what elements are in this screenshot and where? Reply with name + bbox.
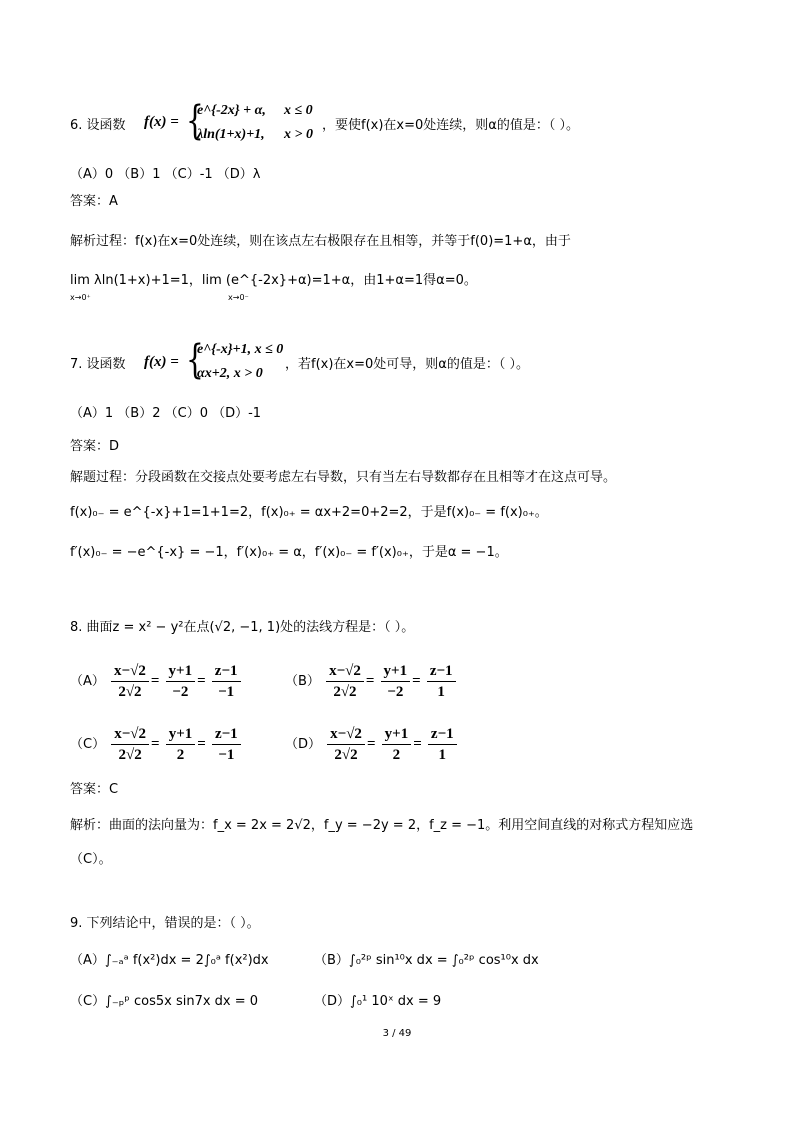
option-label: （A） (70, 674, 105, 689)
frac-den: 2 (176, 747, 185, 763)
option-label: （B） (285, 674, 320, 689)
q7-case2: αx+2, x > 0 (197, 366, 263, 381)
q8-analysis-2: （C）。 (70, 852, 112, 867)
frac-num: y+1 (381, 662, 411, 682)
q6-case2: λln(1+x)+1, (197, 127, 265, 142)
frac-num: x−√2 (111, 725, 149, 745)
frac-den: −2 (172, 684, 189, 700)
frac-den: −1 (218, 747, 235, 763)
q7-analysis-2: f(x)₀₋ = e^{-x}+1=1+1=2，f(x)₀₊ = αx+2=0+2=2，于是f(x)₀₋ = f(x)₀₊。 (70, 505, 548, 520)
q7-stem-suffix: ，若f(x)在x=0处可导，则α的值是：（ ）。 (285, 357, 529, 372)
frac-den: 1 (438, 747, 447, 763)
frac-den: 2√2 (118, 747, 142, 763)
q8-option-d: （D） $\frac{x-√2}{2√2}$ = $\frac{y+1}{2}$ = $\frac{z-1}{1}$ (285, 725, 459, 764)
option-label: （C） (70, 737, 106, 752)
q6-func: f(x) = (144, 114, 179, 130)
q8-option-a: （A） $\frac{x-√2}{2√2}$ = $\frac{y+1}{-2}$ = $\frac{z-1}{-1}$ (70, 662, 243, 701)
q6-answer: 答案：A (70, 194, 118, 209)
frac-den: 2√2 (334, 747, 358, 763)
q8-analysis-1: 解析：曲面的法向量为：f_x = 2x = 2√2，f_y = −2y = 2，f_z = −1。利用空间直线的对称式方程知应选 (70, 818, 694, 833)
q7-stem-prefix: 7. 设函数 (70, 357, 126, 372)
q6-analysis-1: 解析过程：f(x)在x=0处连续，则在该点左右极限存在且相等，并等于f(0)=1+α，由于 (70, 234, 571, 249)
q9-option-b: （B）∫₀²ᵖ sin¹⁰x dx = ∫₀²ᵖ cos¹⁰x dx (314, 953, 539, 968)
q7-func: f(x) = (144, 354, 179, 370)
q7-brace: { (186, 337, 204, 383)
frac-num: z−1 (212, 725, 241, 745)
q8-option-b: （B） $\frac{x-√2}{2√2}$ = $\frac{y+1}{-2}$ = $\frac{z-1}{1}$ (285, 662, 458, 701)
q6-stem-prefix: 6. 设函数 (70, 118, 126, 133)
q7-answer: 答案：D (70, 439, 120, 454)
frac-num: z−1 (212, 662, 241, 682)
frac-den: −2 (387, 684, 404, 700)
q9-option-a: （A）∫₋ₐᵃ f(x²)dx = 2∫₀ᵃ f(x²)dx (70, 953, 269, 968)
q7-options: （A）1 （B）2 （C）0 （D）-1 (70, 406, 262, 421)
frac-den: −1 (218, 684, 235, 700)
frac-num: x−√2 (111, 662, 149, 682)
q6-lim-sub-1: x→0⁺ (70, 293, 91, 302)
q6-stem-suffix: ，要使f(x)在x=0处连续，则α的值是：（ ）。 (322, 118, 579, 133)
q8-option-c: （C） $\frac{x-√2}{2√2}$ = $\frac{y+1}{2}$ = $\frac{z-1}{-1}$ (70, 725, 243, 764)
q7-analysis-1: 解题过程：分段函数在交接点处要考虑左右导数，只有当左右导数都存在且相等才在这点可导。 (70, 470, 617, 485)
frac-num: y+1 (166, 662, 196, 682)
page-number: 3 / 49 (382, 1028, 412, 1039)
frac-num: x−√2 (327, 725, 365, 745)
q6-options: （A）0 （B）1 （C）-1 （D）λ (70, 167, 261, 182)
option-label: （D） (285, 737, 322, 752)
q6-lim-sub-2: x→0⁻ (228, 293, 249, 302)
q7-case1: e^{-x}+1, x ≤ 0 (197, 342, 284, 357)
frac-num: x−√2 (326, 662, 364, 682)
q6-case1: e^{-2x} + α, (197, 103, 266, 118)
frac-num: z−1 (428, 725, 457, 745)
q6-analysis-2: lim λln(1+x)+1=1，lim (e^{-2x}+α)=1+α，由1+α=1得α=0。 (70, 273, 477, 288)
q6-case2-cond: x > 0 (284, 127, 313, 142)
frac-den: 2 (392, 747, 401, 763)
frac-num: z−1 (427, 662, 456, 682)
q9-option-d: （D）∫₀¹ 10ˣ dx = 9 (314, 994, 442, 1009)
q9-option-c: （C）∫₋ₚᵖ cos5x sin7x dx = 0 (70, 994, 259, 1009)
frac-den: 2√2 (333, 684, 357, 700)
frac-den: 2√2 (118, 684, 142, 700)
frac-den: 1 (437, 684, 445, 700)
frac-num: y+1 (382, 725, 412, 745)
q6-case1-cond: x ≤ 0 (284, 103, 313, 118)
q7-analysis-3: f′(x)₀₋ = −e^{-x} = −1，f′(x)₀₊ = α，f′(x)₀₋ = f′(x)₀₊，于是α = −1。 (70, 545, 508, 560)
q8-answer: 答案：C (70, 782, 119, 797)
q9-stem: 9. 下列结论中，错误的是：（ ）。 (70, 916, 260, 931)
frac-num: y+1 (166, 725, 196, 745)
q8-stem: 8. 曲面z = x² − y²在点(√2, −1, 1)处的法线方程是：（ ）。 (70, 620, 415, 635)
q6-brace: { (186, 98, 204, 144)
